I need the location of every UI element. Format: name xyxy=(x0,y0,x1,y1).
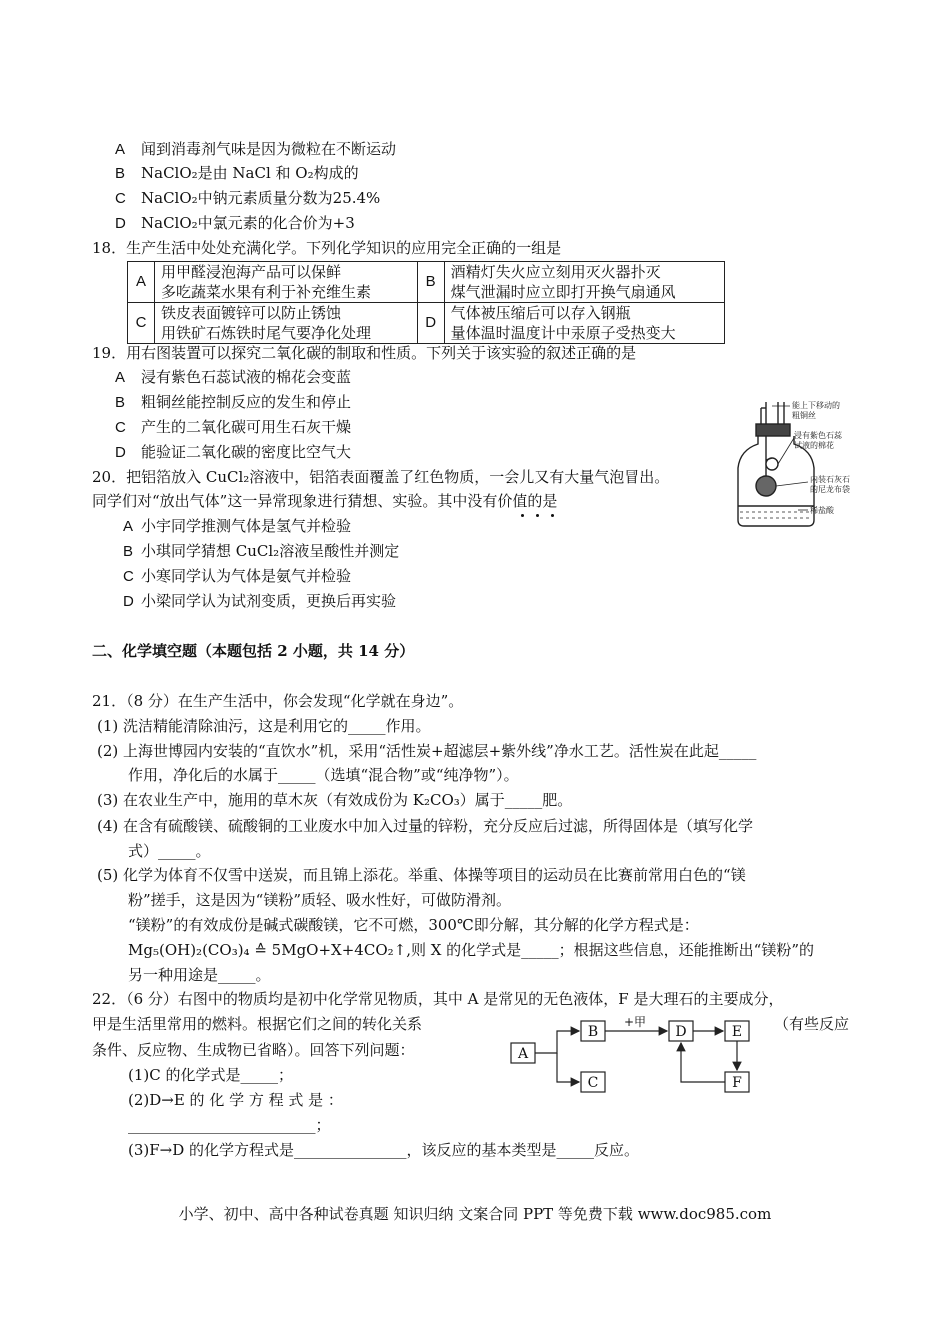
q19-option-a: A 浸有紫色石蕊试液的棉花会变蓝 xyxy=(115,368,352,386)
q19-option-b: B 粗铜丝能控制反应的发生和停止 xyxy=(115,393,352,411)
q21-stem: 21．（8 分）在生产生活中，你会发现“化学就在身边”。 xyxy=(92,692,464,710)
q19-option-d: D 能验证二氧化碳的密度比空气大 xyxy=(115,443,352,461)
q17-option-d: D NaClO₂中氯元素的化合价为+3 xyxy=(115,214,355,232)
label-d: D xyxy=(675,1024,687,1040)
q22-stem-2a: 甲是生活里常用的燃料。根据它们之间的转化关系 xyxy=(92,1015,423,1033)
q21-part-4b: 式）_____。 xyxy=(128,842,211,860)
q21-part-2b: 作用，净化后的水属于_____（选填“混合物”或“纯净物”）。 xyxy=(128,766,519,784)
q20-option-c: C 小寒同学认为气体是氨气并检验 xyxy=(123,567,352,585)
label-bag2: 的尼龙布袋 xyxy=(810,485,850,494)
label-a: A xyxy=(517,1046,529,1062)
q19-stem: 19．用右图装置可以探究二氧化碳的制取和性质。下列关于该实验的叙述正确的是 xyxy=(92,344,637,362)
q21-part-5d: Mg₅(OH)₂(CO₃)₄ ≙ 5MgO+X+4CO₂↑,则 X 的化学式是_____；根据这些信息，还能推断出“镁粉”的 xyxy=(128,941,815,959)
rubber-stopper xyxy=(756,424,790,436)
q18-cell-a: 用甲醛浸泡海产品可以保鲜 多吃蔬菜水果有利于补充维生素 xyxy=(155,262,418,303)
emphasis-dot xyxy=(536,514,539,517)
emphasis-dot xyxy=(521,514,524,517)
q18-key-d: D xyxy=(417,303,444,344)
q20-option-a: A 小宇同学推测气体是氢气并检验 xyxy=(123,517,352,535)
q22-sub-3: (3)F→D 的化学方程式是_______________，该反应的基本类型是_____反应。 xyxy=(128,1141,640,1159)
q18-table xyxy=(127,261,725,344)
q18-cell-b: 酒精灯失火应立刻用灭火器扑灭 煤气泄漏时应立即打开换气扇通风 xyxy=(444,262,724,303)
q22-stem-2b: （有些反应 xyxy=(774,1015,850,1033)
q22-sub-2b: _________________________； xyxy=(128,1116,331,1134)
co2-apparatus-figure xyxy=(728,398,878,530)
label-wire2: 粗铜丝 xyxy=(792,411,816,420)
q20-stem-1: 20．把铝箔放入 CuCl₂溶液中，铝箔表面覆盖了红色物质，一会儿又有大量气泡冒出。 xyxy=(92,468,670,486)
label-cotton: 浸有紫色石蕊 xyxy=(794,431,842,440)
q21-part-4a: (4) 在含有硫酸镁、硫酸铜的工业废水中加入过量的锌粉，充分反应后过滤，所得固体是（填写化学 xyxy=(97,817,754,835)
label-c: C xyxy=(587,1075,599,1091)
emphasis-dot xyxy=(551,514,554,517)
label-e: E xyxy=(731,1024,743,1040)
q21-part-5b: 粉”搓手，这是因为“镁粉”质轻、吸水性好，可做防滑剂。 xyxy=(128,891,512,909)
label-acid: 稀盐酸 xyxy=(810,506,834,515)
q19-option-c: C 产生的二氧化碳可用生石灰干燥 xyxy=(115,418,352,436)
q18-key-b: B xyxy=(417,262,444,303)
q22-stem-1: 22．（6 分）右图中的物质均是初中化学常见物质，其中 A 是常见的无色液体，F 是大理石的主要成分， xyxy=(92,990,784,1008)
q22-stem-3: 条件、反应物、生成物已省略）。回答下列问题： xyxy=(92,1041,415,1059)
q18-cell-c: 铁皮表面镀锌可以防止锈蚀 用铁矿石炼铁时尾气要净化处理 xyxy=(155,303,418,344)
label-f: F xyxy=(732,1075,742,1091)
label-cotton2: 试液的棉花 xyxy=(794,441,834,450)
q21-part-1: (1) 洗洁精能清除油污，这是利用它的_____作用。 xyxy=(97,717,431,735)
q17-option-a: A 闻到消毒剂气味是因为微粒在不断运动 xyxy=(115,140,397,158)
section-heading: 二、化学填空题（本题包括 2 小题，共 14 分） xyxy=(92,642,415,660)
q21-part-5a: (5) 化学为体育不仅雪中送炭，而且锦上添花。举重、体操等项目的运动员在比赛前常用白色的“镁 xyxy=(97,866,746,884)
q21-part-5e: 另一种用途是_____。 xyxy=(128,966,271,984)
q18-key-c: C xyxy=(128,303,155,344)
q20-option-b: B 小琪同学猜想 CuCl₂溶液呈酸性并测定 xyxy=(123,542,400,560)
q17-option-b: B NaClO₂是由 NaCl 和 O₂构成的 xyxy=(115,164,359,182)
q21-part-2a: (2) 上海世博园内安装的“直饮水”机，采用“活性炭+超滤层+紫外线”净水工艺。活性炭在此起_____ xyxy=(97,742,757,760)
q17-option-c: C NaClO₂中钠元素质量分数为25.4% xyxy=(115,189,381,207)
nylon-bag xyxy=(756,476,776,496)
label-wire: 能上下移动的 xyxy=(792,401,840,410)
q18-cell-d: 气体被压缩后可以存入钢瓶 量体温时温度计中汞原子受热变大 xyxy=(444,303,724,344)
q22-sub-2: (2)D→E 的 化 学 方 程 式 是 ： xyxy=(128,1091,343,1109)
label-plus-jia: +甲 xyxy=(623,1015,647,1029)
q20-option-d: D 小梁同学认为试剂变质，更换后再实验 xyxy=(123,592,397,610)
label-b: B xyxy=(587,1024,599,1040)
q22-sub-1: (1)C 的化学式是_____； xyxy=(128,1066,293,1084)
footer-text: 小学、初中、高中各种试卷真题 知识归纳 文案合同 PPT 等免费下载 www.doc985.com xyxy=(178,1205,772,1223)
q20-stem-2: 同学们对“放出气体”这一异常现象进行猜想、实验。其中没有价值的是 xyxy=(92,492,558,510)
q22-flow-diagram xyxy=(505,1010,770,1102)
q18-key-a: A xyxy=(128,262,155,303)
q18-stem: 18．生产生活中处处充满化学。下列化学知识的应用完全正确的一组是 xyxy=(92,239,562,257)
label-bag: 内装石灰石 xyxy=(810,475,850,484)
q21-part-3: (3) 在农业生产中，施用的草木灰（有效成份为 K₂CO₃）属于_____肥。 xyxy=(97,791,573,809)
q21-part-5c: “镁粉”的有效成份是碱式碳酸镁，它不可燃，300℃即分解，其分解的化学方程式是： xyxy=(128,916,699,934)
